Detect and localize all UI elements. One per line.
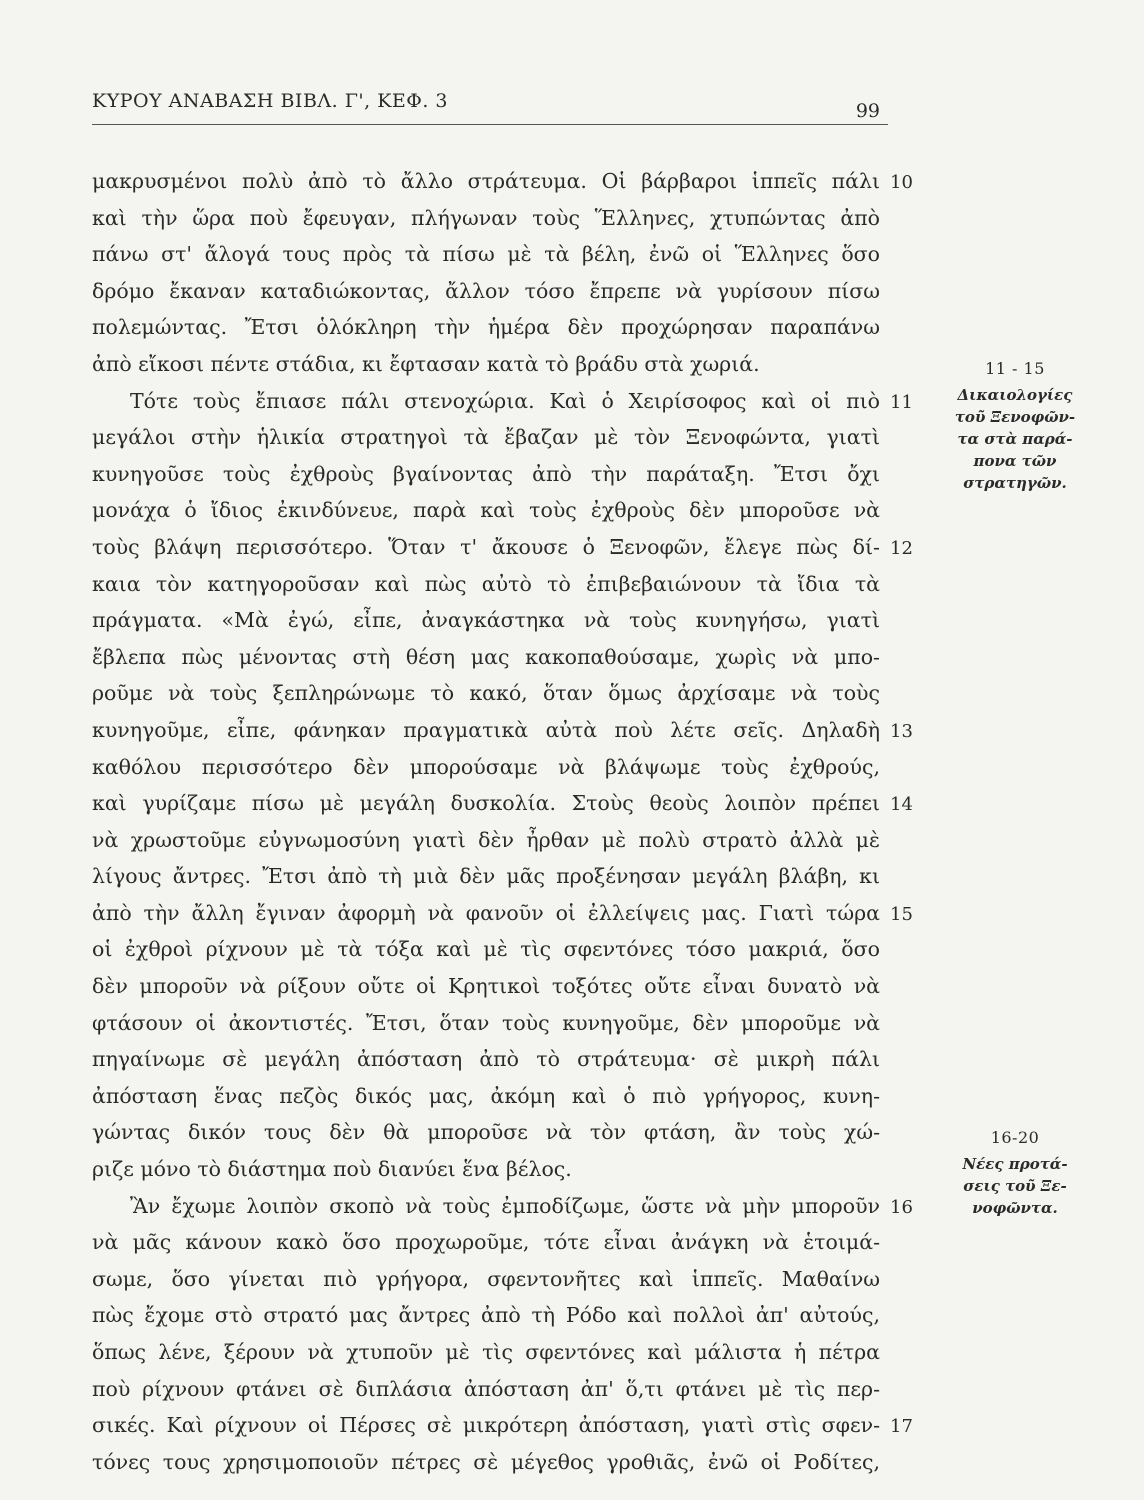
margin-note-range: 11 - 15 [985,359,1045,378]
running-head [92,88,888,125]
running-head-title: ΚΥΡΟΥ ΑΝΑΒΑΣΗ ΒΙΒΛ. Γ', ΚΕΦ. 3 [92,90,448,112]
text-line: φτάσουν οἱ ἀκοντιστές. Ἔτσι, ὅταν τοὺς κυνηγοῦμε, δὲν μποροῦμε νὰ [92,1010,880,1035]
text-line: πάνω στ' ἄλογά τους πρὸς τὰ πίσω μὲ τὰ βέλη, ἐνῶ οἱ Ἕλληνες ὅσο [92,242,880,267]
section-number: 14 [890,794,913,816]
text-line: Ἂν ἔχωμε λοιπὸν σκοπὸ νὰ τοὺς ἐμποδίζωμε, ὥστε νὰ μὴν μποροῦν [130,1193,880,1218]
section-number: 15 [890,904,913,925]
text-line: νὰ μᾶς κάνουν κακὸ ὅσο προχωροῦμε, τότε εἶναι ἀνάγκη νὰ ἑτοιμά- [92,1230,880,1255]
margin-note [940,358,1090,494]
text-line: οἱ ἐχθροὶ ρίχνουν μὲ τὰ τόξα καὶ μὲ τὶς σφεντόνες τόσο μακριά, ὅσο [92,937,880,962]
margin-note [940,1127,1090,1219]
text-line: ἀπὸ εἴκοσι πέντε στάδια, κι ἔφτασαν κατὰ τὸ βράδυ στὰ χωριά. [92,351,760,376]
section-number: 13 [890,721,913,742]
text-line: ὅπως λένε, ξέρουν νὰ χτυποῦν μὲ τὶς σφεντόνες καὶ μάλιστα ἡ πέτρα [92,1340,880,1364]
text-line: σωμε, ὅσο γίνεται πιὸ γρήγορα, σφεντονῆτες καὶ ἱππεῖς. Μαθαίνω [92,1266,880,1291]
text-line: καθόλου περισσότερο δὲν μπορούσαμε νὰ βλάψωμε τοὺς ἐχθρούς, [92,754,880,779]
text-line: δρόμο ἔκαναν καταδιώκοντας, ἄλλον τόσο ἔπρεπε νὰ γυρίσουν πίσω [92,278,880,303]
text-line: ἀπόσταση ἕνας πεζὸς δικός μας, ἀκόμη καὶ ὁ πιὸ γρήγορος, κυνη- [92,1083,880,1108]
text-line: καια τὸν κατηγοροῦσαν καὶ πὼς αὐτὸ τὸ ἐπιβεβαιώνουν τὰ ἴδια τὰ [92,571,880,596]
text-line: λίγους ἄντρες. Ἔτσι ἀπὸ τὴ μιὰ δὲν μᾶς προξένησαν μεγάλη βλάβη, κι [92,864,880,889]
margin-note-range: 16-20 [990,1127,1040,1147]
text-line: τόνες τους χρησιμοποιοῦν πέτρες σὲ μέγεθος γροθιᾶς, ἐνῶ οἱ Ροδίτες, [92,1449,880,1474]
section-number: 17 [890,1416,913,1438]
text-line: ποὺ ρίχνουν φτάνει σὲ διπλάσια ἀπόσταση ἀπ' ὅ,τι φτάνει μὲ τὶς περ- [92,1376,880,1401]
section-number: 12 [890,538,913,559]
section-number: 16 [890,1196,913,1218]
text-line: κυνηγοῦσε τοὺς ἐχθροὺς βγαίνοντας ἀπὸ τὴν παράταξη. Ἔτσι ὄχι [92,461,880,486]
text-line: κυνηγοῦμε, εἶπε, φάνηκαν πραγματικὰ αὐτὰ ποὺ λέτε σεῖς. Δηλαδὴ [92,717,880,742]
text-line: πηγαίνωμε σὲ μεγάλη ἀπόσταση ἀπὸ τὸ στράτευμα· σὲ μικρὴ πάλι [92,1047,880,1072]
text-line: σικές. Καὶ ρίχνουν οἱ Πέρσες σὲ μικρότερη ἀπόσταση, γιατὶ στὶς σφεν- [92,1413,880,1438]
page-number: 99 [855,100,880,122]
text-line: μακρυσμένοι πολὺ ἀπὸ τὸ ἄλλο στράτευμα. Οἱ βάρβαροι ἱππεῖς πάλι [92,169,880,193]
section-number: 11 [890,391,913,413]
text-line: γώντας δικόν τους δὲν θὰ μποροῦσε νὰ τὸν φτάση, ἂν τοὺς χώ- [92,1120,880,1145]
text-line: τοὺς βλάψη περισσότερο. Ὅταν τ' ἄκουσε ὁ Ξενοφῶν, ἔλεγε πὼς δί- [92,534,880,559]
margin-note-text: Δικαιολογίες τοῦ Ξενοφῶν- τα στὰ παρά- πονα τῶν στρατηγῶν. [954,386,1076,492]
text-line: νὰ χρωστοῦμε εὐγνωμοσύνη γιατὶ δὲν ἦρθαν μὲ πολὺ στρατὸ ἀλλὰ μὲ [92,827,880,852]
text-line: μεγάλοι στὴν ἡλικία στρατηγοὶ τὰ ἔβαζαν μὲ τὸν Ξενοφώντα, γιατὶ [92,425,880,450]
text-line: πολεμώντας. Ἔτσι ὁλόκληρη τὴν ἡμέρα δὲν προχώρησαν παραπάνω [92,315,880,340]
text-line: Τότε τοὺς ἔπιασε πάλι στενοχώρια. Καὶ ὁ Χειρίσοφος καὶ οἱ πιὸ [130,388,880,413]
text-line: ἀπὸ τὴν ἄλλη ἔγιναν ἀφορμὴ νὰ φανοῦν οἱ ἐλλείψεις μας. Γιατὶ τώρα [92,900,880,925]
text-line: δὲν μποροῦν νὰ ρίξουν οὔτε οἱ Κρητικοὶ τοξότες οὔτε εἶναι δυνατὸ νὰ [92,974,880,999]
text-line: πὼς ἔχομε στὸ στρατό μας ἄντρες ἀπὸ τὴ Ρόδο καὶ πολλοὶ ἀπ' αὐτούς, [92,1303,880,1328]
body-text [92,163,880,1480]
text-line: ροῦμε νὰ τοὺς ξεπληρώνωμε τὸ κακό, ὅταν ὅμως ἀρχίσαμε νὰ τοὺς [92,681,880,706]
text-line: ριζε μόνο τὸ διάστημα ποὺ διανύει ἕνα βέλος. [92,1157,572,1182]
text-line: ἔβλεπα πὼς μένοντας στὴ θέση μας κακοπαθούσαμε, χωρὶς νὰ μπο- [92,644,880,669]
text-line: μονάχα ὁ ἴδιος ἐκινδύνευε, παρὰ καὶ τοὺς ἐχθροὺς δὲν μποροῦσε νὰ [92,498,880,523]
section-number: 10 [890,172,913,193]
text-line: καὶ γυρίζαμε πίσω μὲ μεγάλη δυσκολία. Στοὺς θεοὺς λοιπὸν πρέπει [92,791,880,816]
margin-note-text: Νέες προτά- σεις τοῦ Ξε- νοφῶντα. [962,1154,1068,1217]
text-line: πράγματα. «Μὰ ἐγώ, εἶπε, ἀναγκάστηκα νὰ τοὺς κυνηγήσω, γιατὶ [92,608,880,633]
text-line: καὶ τὴν ὥρα ποὺ ἔφευγαν, πλήγωναν τοὺς Ἕλληνες, χτυπώντας ἀπὸ [92,205,880,230]
